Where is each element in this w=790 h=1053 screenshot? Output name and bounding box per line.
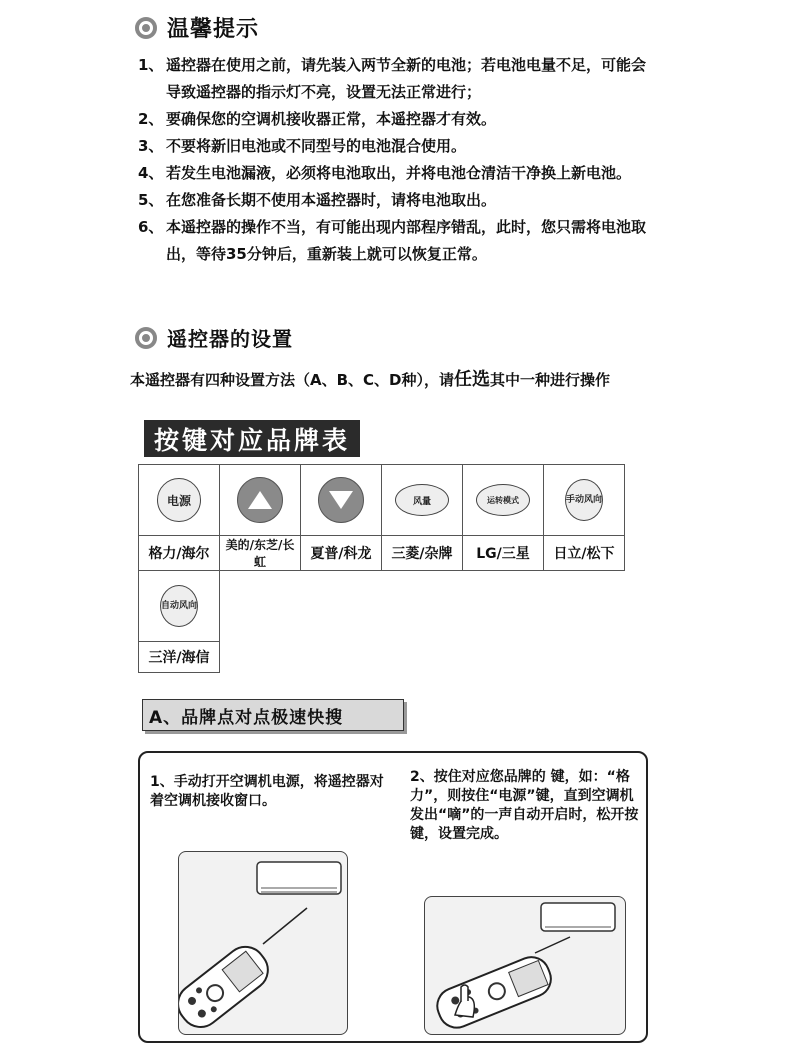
tips-list xyxy=(138,52,658,268)
brand-button-table xyxy=(138,464,625,673)
brand-label: 三洋/海信 xyxy=(139,642,220,673)
tip-item: 1、 遥控器在使用之前，请先装入两节全新的电池；若电池电量不足，可能会导致遥控器的指示灯不亮，设置无法正常进行； xyxy=(138,56,647,101)
tip-item: 4、 若发生电池漏液，必须将电池取出，并将电池仓清洁干净换上新电池。 xyxy=(138,164,632,182)
settings-heading-text: 遥控器的设置 xyxy=(167,327,293,351)
brand-table-banner: 按键对应品牌表 xyxy=(144,420,360,457)
circle-bullet-icon xyxy=(135,327,157,349)
table-row xyxy=(139,536,625,571)
brand-label: 美的/东芝/长虹 xyxy=(220,536,301,571)
step-1-text: 1、手动打开空调机电源，将遥控器对着空调机接收窗口。 xyxy=(150,774,384,809)
settings-intro: 本遥控器有四种设置方法（A、B、C、D种），请任选其中一种进行操作 xyxy=(130,369,611,390)
tip-item: 5、 在您准备长期不使用本遥控器时，请将电池取出。 xyxy=(138,191,497,209)
fan-speed-button-icon: 风量 xyxy=(395,484,449,516)
brand-label: 日立/松下 xyxy=(544,536,625,571)
tip-item: 3、 不要将新旧电池或不同型号的电池混合使用。 xyxy=(138,137,467,155)
method-a-heading: A、品牌点对点极速快搜 xyxy=(142,699,404,731)
tips-heading-text: 温馨提示 xyxy=(167,17,260,42)
table-row xyxy=(139,571,625,642)
method-a-steps-box xyxy=(138,751,648,1043)
table-row xyxy=(139,642,625,673)
brand-label: 夏普/科龙 xyxy=(301,536,382,571)
auto-swing-button-icon: 自动风向 xyxy=(160,585,198,627)
tip-item: 6、 本遥控器的操作不当，有可能出现内部程序错乱，此时，您只需将电池取出，等待35分钟后，重新装上就可以恢复正常。 xyxy=(138,218,647,263)
table-row xyxy=(139,465,625,536)
tip-item: 2、 要确保您的空调机接收器正常，本遥控器才有效。 xyxy=(138,110,497,128)
up-arrow-button-icon xyxy=(237,477,283,523)
aim-remote-illustration xyxy=(178,851,348,1035)
brand-label: LG/三星 xyxy=(463,536,544,571)
circle-bullet-icon xyxy=(135,17,157,39)
step-2-text: 2、按住对应您品牌的 键，如：“格力”，则按住“电源”键，直到空调机发出“嘀”的一声自动开启时，松开按键，设置完成。 xyxy=(410,769,639,842)
press-button-illustration xyxy=(424,896,626,1035)
down-arrow-button-icon xyxy=(318,477,364,523)
mode-button-icon: 运转模式 xyxy=(476,484,530,516)
brand-label: 三菱/杂牌 xyxy=(382,536,463,571)
brand-label: 格力/海尔 xyxy=(139,536,220,571)
settings-heading xyxy=(135,323,293,352)
manual-swing-button-icon: 手动风向 xyxy=(565,479,603,521)
power-button-icon: 电源 xyxy=(157,478,201,522)
tips-heading xyxy=(135,12,259,43)
